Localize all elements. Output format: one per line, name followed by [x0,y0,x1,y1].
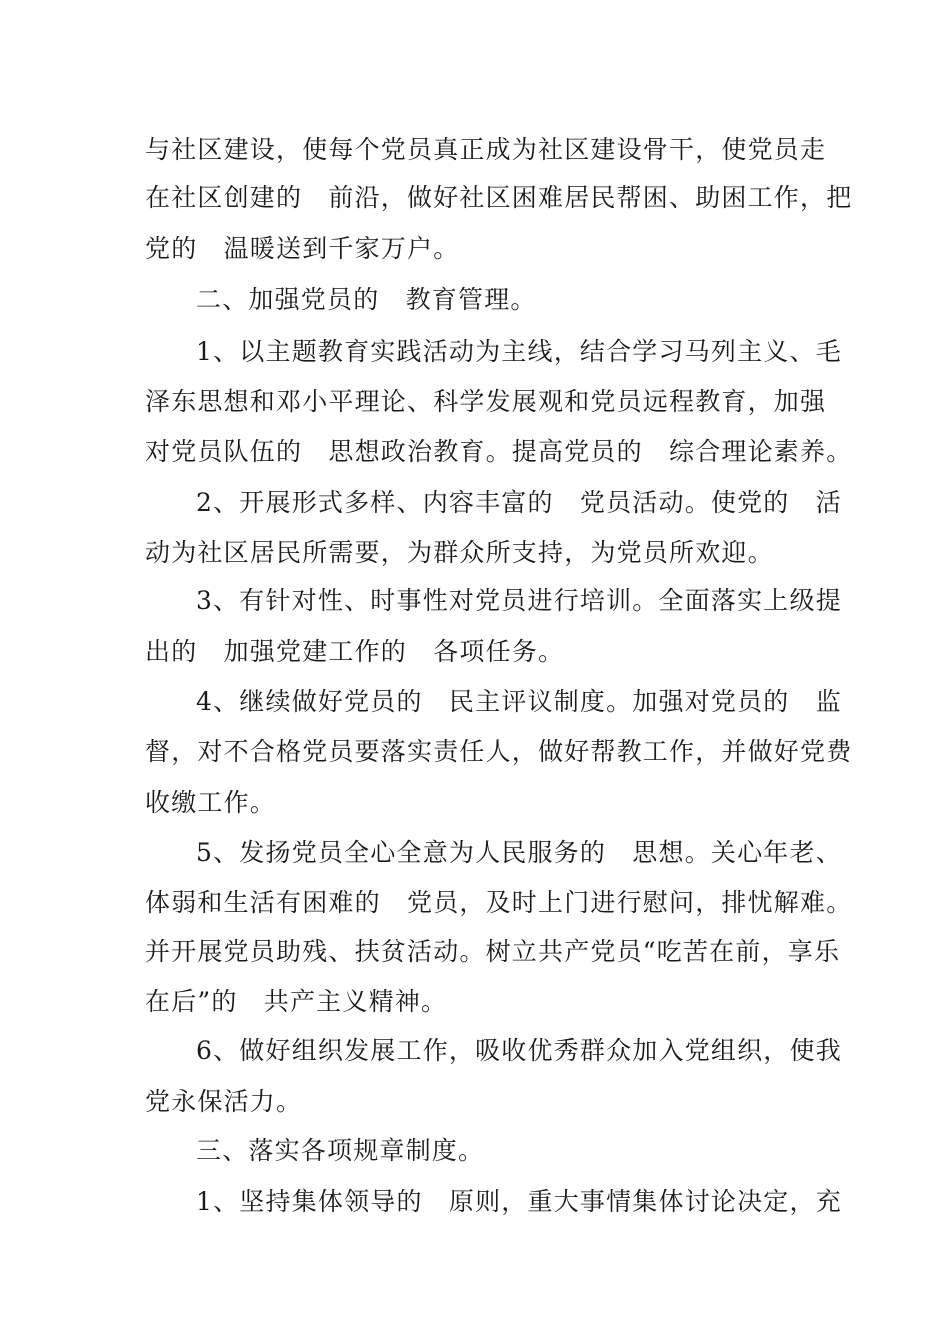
text-line-9: 动为社区居民所需要，为群众所支持，为党员所欢迎。 [145,538,774,567]
text-line-14: 收缴工作。 [145,788,277,817]
text-line-11: 出的 加强党建工作的 各项任务。 [145,637,565,666]
text-line-12: 4、继续做好党员的 民主评议制度。加强对党员的 监 [196,687,842,716]
text-line-16: 体弱和生活有困难的 党员，及时上门进行慰问，排忧解难。 [145,888,853,917]
text-line-8: 2、开展形式多样、内容丰富的 党员活动。使党的 活 [196,488,842,517]
text-line-7: 对党员队伍的 思想政治教育。提高党员的 综合理论素养。 [145,437,853,466]
text-line-5: 1、以主题教育实践活动为主线，结合学习马列主义、毛 [196,337,842,366]
section-heading-3: 三、落实各项规章制度。 [196,1136,485,1165]
text-line-22: 1、坚持集体领导的 原则，重大事情集体讨论决定，充 [196,1187,842,1216]
text-line-10: 3、有针对性、时事性对党员进行培训。全面落实上级提 [196,586,842,615]
text-line-3: 党的 温暖送到千家万户。 [145,234,460,263]
text-line-6: 泽东思想和邓小平理论、科学发展观和党员远程教育，加强 [145,387,827,416]
section-heading-2: 二、加强党员的 教育管理。 [196,285,537,314]
text-line-15: 5、发扬党员全心全意为人民服务的 思想。关心年老、 [196,838,842,867]
text-line-13: 督，对不合格党员要落实责任人，做好帮教工作，并做好党费 [145,737,853,766]
text-line-20: 党永保活力。 [145,1087,303,1116]
text-line-18: 在后”的 共产主义精神。 [145,987,448,1016]
text-line-17: 并开展党员助残、扶贫活动。树立共产党员“吃苦在前，享乐 [145,937,841,966]
text-line-19: 6、做好组织发展工作，吸收优秀群众加入党组织，使我 [196,1036,842,1065]
text-line-2: 在社区创建的 前沿，做好社区困难居民帮困、助困工作，把 [145,183,853,212]
text-line-1: 与社区建设，使每个党员真正成为社区建设骨干，使党员走 [145,135,827,164]
